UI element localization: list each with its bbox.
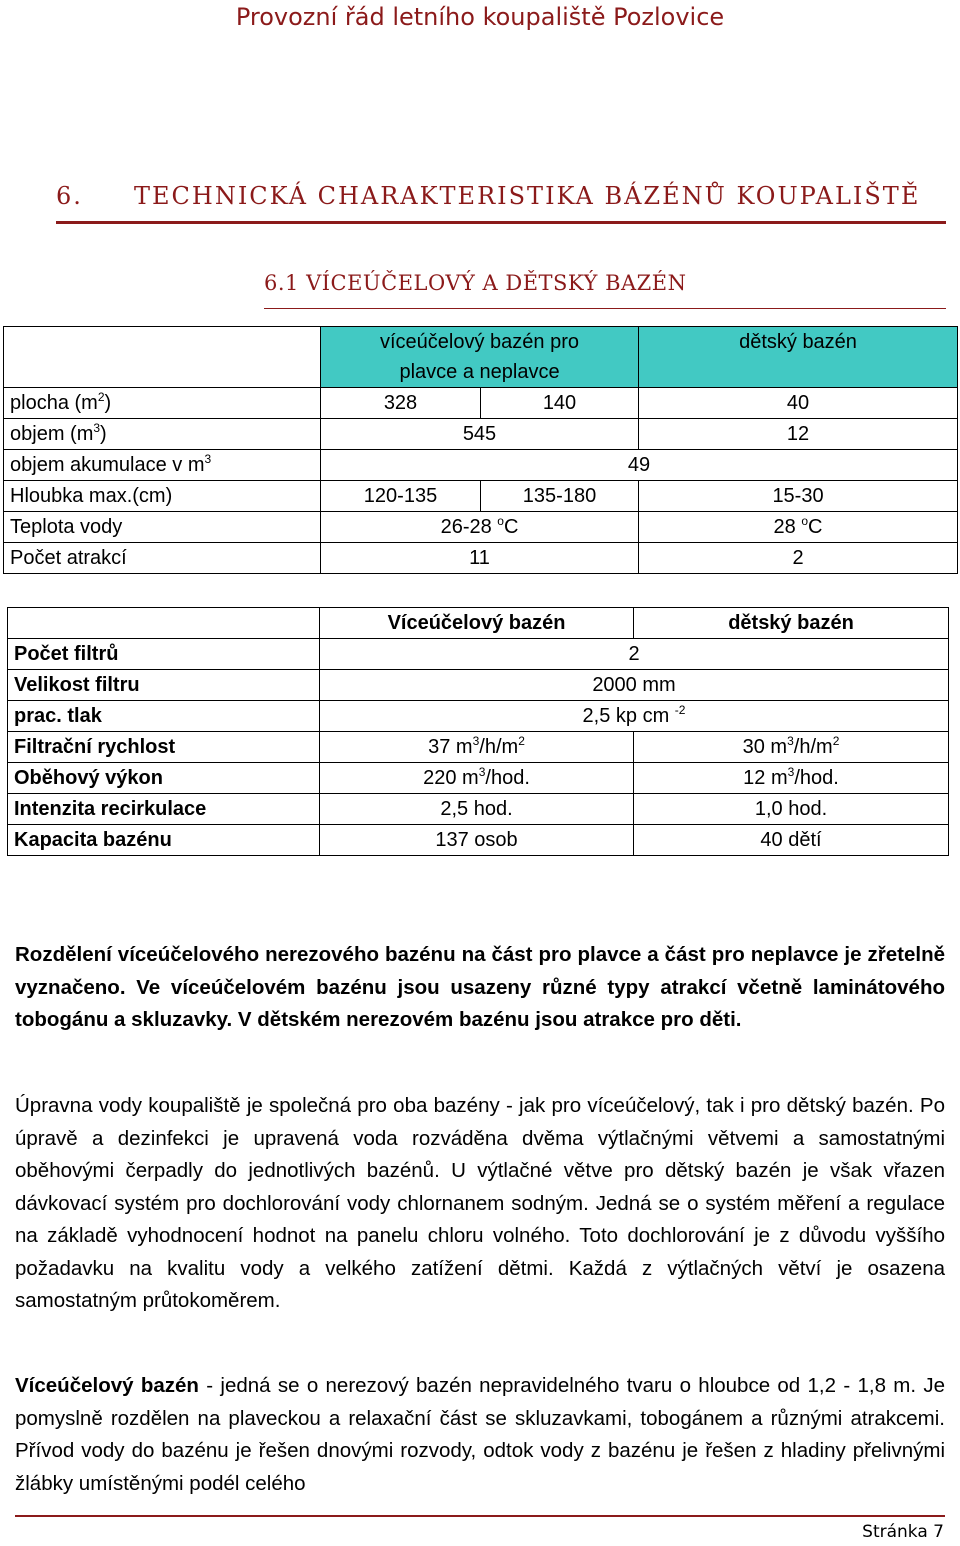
header-multipurpose-pool: Víceúčelový bazén bbox=[320, 608, 634, 639]
cell-value: 137 osob bbox=[320, 825, 634, 856]
cell-value: 2,5 kp cm $^{-2}$ bbox=[320, 701, 949, 732]
row-label: Kapacita bazénu bbox=[8, 825, 320, 856]
header-children-pool: dětský bazén bbox=[639, 327, 958, 388]
cell-value: 2 bbox=[639, 543, 958, 574]
table-row bbox=[4, 419, 958, 450]
paragraph-lead: Víceúčelový bazén bbox=[15, 1374, 199, 1397]
cell-value: 328 bbox=[321, 388, 481, 419]
section-title: TECHNICKÁ CHARAKTERISTIKA BÁZÉNŮ KOUPALIŠTĚ bbox=[134, 182, 921, 210]
cell-value: 2,5 hod. bbox=[320, 794, 634, 825]
table-row bbox=[8, 732, 949, 763]
section-heading bbox=[56, 182, 946, 224]
row-label: objem akumulace v $m^3$ bbox=[4, 450, 321, 481]
table-header-row bbox=[4, 327, 958, 388]
table-corner-cell bbox=[4, 327, 321, 388]
cell-value: 545 bbox=[321, 419, 639, 450]
cell-value: 120-135 bbox=[321, 481, 481, 512]
table-row bbox=[4, 512, 958, 543]
section-number: 6. bbox=[56, 182, 83, 210]
footer-rule bbox=[15, 1515, 945, 1517]
cell-value: 12 bbox=[639, 419, 958, 450]
table-row bbox=[8, 825, 949, 856]
table-row bbox=[8, 639, 949, 670]
table-row bbox=[4, 481, 958, 512]
table-row bbox=[8, 763, 949, 794]
document-header: Provozní řád letního koupaliště Pozlovice bbox=[235, 3, 725, 31]
cell-value: 220 $m^3$/hod. bbox=[320, 763, 634, 794]
table-row bbox=[4, 450, 958, 481]
page-number: Stránka 7 bbox=[862, 1522, 944, 1542]
row-label: objem $(m^3)$ bbox=[4, 419, 321, 450]
cell-value: 26-28 $^o$C bbox=[321, 512, 639, 543]
header-multipurpose-pool: víceúčelový bazén pro plavce a neplavce bbox=[321, 327, 639, 388]
cell-value: 40 dětí bbox=[634, 825, 949, 856]
table-row bbox=[8, 701, 949, 732]
pool-parameters-table bbox=[3, 326, 958, 574]
cell-value: 30 $m^3/h/m^2$ bbox=[634, 732, 949, 763]
row-label: Oběhový výkon bbox=[8, 763, 320, 794]
cell-value: 2000 mm bbox=[320, 670, 949, 701]
row-label: prac. tlak bbox=[8, 701, 320, 732]
intro-paragraph: Rozdělení víceúčelového nerezového bazénu na část pro plavce a část pro neplavce je zřetelně vyznačeno. Ve víceúčelovém bazénu jsou usazeny různé typy atrakcí včetně laminátového tobogánu a skluzavky. V dětském nerezovém bazénu jsou atrakce pro děti. bbox=[15, 943, 945, 1031]
cell-value: 40 bbox=[639, 388, 958, 419]
row-label: Intenzita recirkulace bbox=[8, 794, 320, 825]
filtration-table bbox=[7, 607, 949, 856]
cell-value: 2 bbox=[320, 639, 949, 670]
row-label: Počet atrakcí bbox=[4, 543, 321, 574]
cell-value: 140 bbox=[481, 388, 639, 419]
table-header-row bbox=[8, 608, 949, 639]
table-corner-cell bbox=[8, 608, 320, 639]
cell-value: 15-30 bbox=[639, 481, 958, 512]
cell-value: 49 bbox=[321, 450, 958, 481]
table-row bbox=[4, 543, 958, 574]
cell-value: 11 bbox=[321, 543, 639, 574]
table-row bbox=[8, 670, 949, 701]
row-label: Filtrační rychlost bbox=[8, 732, 320, 763]
cell-value: 37 $m^3/h/m^2$ bbox=[320, 732, 634, 763]
cell-value: 135-180 bbox=[481, 481, 639, 512]
row-label: Hloubka max.(cm) bbox=[4, 481, 321, 512]
header-children-pool: dětský bazén bbox=[634, 608, 949, 639]
cell-value: 12 $m^3$/hod. bbox=[634, 763, 949, 794]
multipurpose-pool-paragraph: Víceúčelový bazén - jedná se o nerezový bazén nepravidelného tvaru o hloubce od 1,2 - 1,8 m. Je pomyslně rozdělen na plaveckou a relaxační část se skluzavkami, tobogánem a různými atrakcemi. Přívod vody do bazénu je řešen dnovými rozvody, odtok vody z bazénu je řešen z hladiny přelivnými žlábky umístěnými podél celého bbox=[15, 1374, 946, 1495]
water-treatment-paragraph: Úpravna vody koupaliště je společná pro oba bazény - jak pro víceúčelový, tak i pro dětský bazén. Po úpravě a dezinfekci je upravená voda rozváděna dvěma výtlačnými větvemi a samostatnými oběhovými čerpadly do jednotlivých bazénů. U výtlačné větve pro dětský bazén je však vřazen dávkovací systém pro dochlorování vody chlornanem sodným. Jedná se o systém měření a regulace na základě vyhodnocení hodnot na panelu chloru volného. Toto dochlorování je z důvodu vyššího požadavku na kvalitu vody a velkého zatížení dětmi. Každá z výtlačných větví je osazena samostatným průtokoměrem. bbox=[15, 1094, 945, 1312]
row-label: Velikost filtru bbox=[8, 670, 320, 701]
row-label: plocha $(m^2)$ bbox=[4, 388, 321, 419]
cell-value: 28 $^o$C bbox=[639, 512, 958, 543]
cell-value: 1,0 hod. bbox=[634, 794, 949, 825]
table-row bbox=[4, 388, 958, 419]
row-label: Teplota vody bbox=[4, 512, 321, 543]
subsection-heading: 6.1 VÍCEÚČELOVÝ A DĚTSKÝ BAZÉN bbox=[264, 271, 946, 309]
table-row bbox=[8, 794, 949, 825]
row-label: Počet filtrů bbox=[8, 639, 320, 670]
